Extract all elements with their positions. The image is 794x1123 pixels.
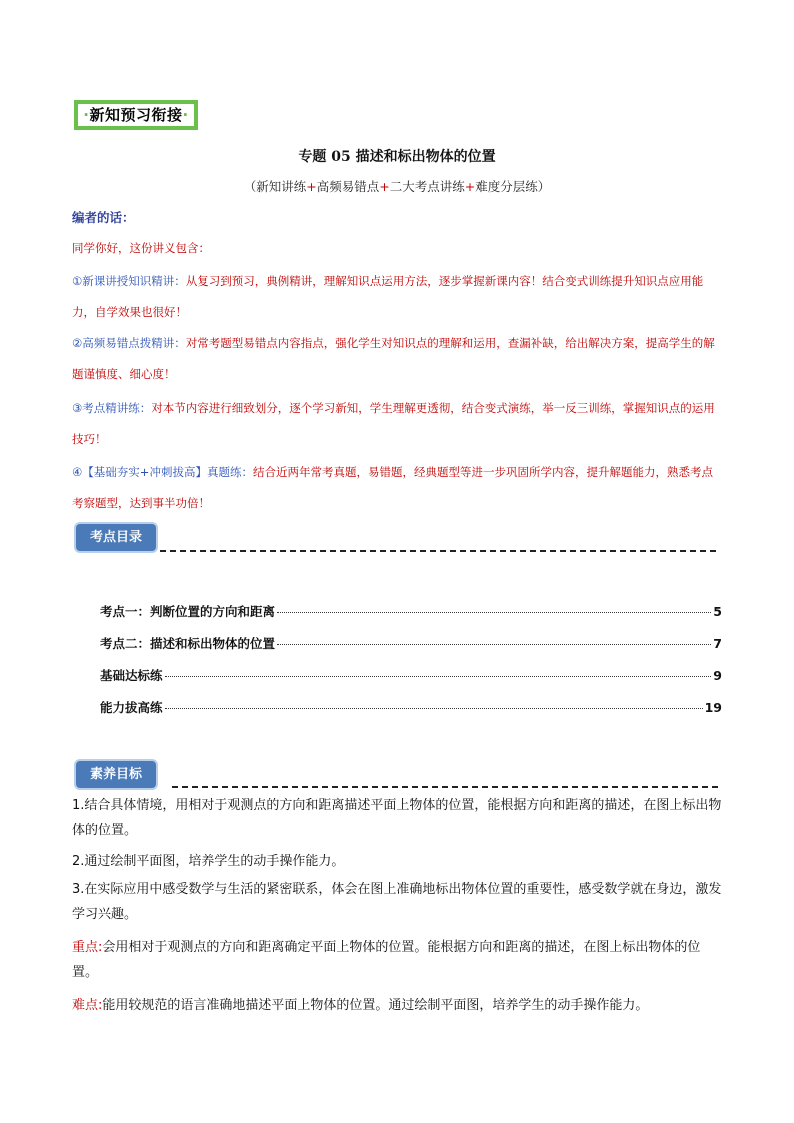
toc-row-page: 5 [713, 604, 722, 619]
toc-row-page: 7 [713, 636, 722, 651]
goal-1: 1.结合具体情境，用相对于观测点的方向和距离描述平面上物体的位置，能根据方向和距离的描述，在图上标出物体的位置。 [72, 798, 722, 838]
toc-row[interactable] [100, 698, 722, 716]
key-point-label: 重点: [72, 940, 103, 955]
editor-item-text: 结合近两年常考真题，易错题，经典题型等进一步巩固所学内容，提升解题能力，熟悉考点考察题型，达到事半功倍！ [72, 465, 713, 510]
toc-leader [165, 708, 703, 709]
goals-tag: 素养目标 [76, 761, 156, 788]
editor-item-1 [72, 266, 722, 328]
toc-row[interactable] [100, 666, 722, 684]
editor-item-2 [72, 328, 722, 390]
toc-divider [160, 550, 716, 552]
page-title: 专题 05 描述和标出物体的位置 [298, 149, 496, 165]
difficult-point-text: 能用较规范的语言准确地描述平面上物体的位置。通过绘制平面图，培养学生的动手操作能力。 [102, 998, 649, 1013]
editor-label: 编者的话： [72, 210, 135, 225]
banner-text: 新知预习衔接 [89, 106, 183, 124]
goals-divider [172, 786, 718, 788]
subtitle-plus: + [306, 179, 317, 194]
subtitle-part-1: 新知讲练 [256, 179, 307, 194]
editor-item-lead: ①新课讲授知识精讲： [72, 274, 186, 288]
toc-leader [277, 644, 711, 645]
goal-3: 3.在实际应用中感受数学与生活的紧密联系，体会在图上准确地标出物体位置的重要性，感受数学就在身边，激发学习兴趣。 [72, 882, 722, 922]
subtitle-part-2: 高频易错点 [316, 179, 380, 194]
editor-item-text: 对常考题型易错点内容指点，强化学生对知识点的理解和运用，查漏补缺，给出解决方案，提高学生的解题谨慎度、细心度！ [72, 336, 715, 381]
toc-row[interactable] [100, 634, 722, 652]
subtitle-plus: + [464, 179, 476, 194]
editor-item-4 [72, 457, 722, 519]
toc-row-page: 9 [713, 668, 722, 683]
toc-row-label: 考点二：描述和标出物体的位置 [100, 636, 276, 651]
difficult-point-label: 难点: [72, 998, 103, 1013]
toc-row-label: 基础达标练 [100, 668, 163, 683]
banner-dot-right: · [182, 106, 189, 124]
editor-greeting: 同学你好，这份讲义包含： [72, 241, 210, 255]
subtitle-plus: + [379, 179, 390, 194]
key-point-text: 会用相对于观测点的方向和距离确定平面上物体的位置。能根据方向和距离的描述，在图上标出物体的位置。 [72, 940, 701, 980]
subtitle-close: ） [537, 179, 551, 194]
subtitle-part-3: 二大考点讲练 [389, 179, 465, 194]
editor-item-text: 从复习到预习，典例精讲，理解知识点运用方法，逐步掌握新课内容！结合变式训练提升知识点应用能力，自学效果也很好！ [72, 274, 704, 319]
toc-row-page: 19 [704, 700, 722, 715]
subtitle-open: （ [243, 179, 257, 194]
toc-leader [277, 612, 711, 613]
banner-label [78, 104, 194, 126]
page-subtitle [0, 177, 794, 195]
banner-dot-left: · [83, 106, 90, 124]
editor-item-lead: ③考点精讲练： [72, 401, 152, 415]
subtitle-part-4: 难度分层练 [475, 179, 538, 194]
editor-item-lead: ④【基础夯实+冲刺拔高】真题练： [72, 465, 253, 479]
editor-item-lead: ②高频易错点拨精讲： [72, 336, 186, 350]
toc-tag: 考点目录 [76, 524, 156, 551]
editor-item-text: 对本节内容进行细致划分，逐个学习新知，学生理解更透彻，结合变式演练，举一反三训练，掌握知识点的运用技巧！ [72, 401, 715, 446]
key-point [72, 935, 726, 985]
toc-leader [165, 676, 712, 677]
difficult-point [72, 993, 726, 1018]
editor-item-3 [72, 393, 722, 455]
goal-2: 2.通过绘制平面图，培养学生的动手操作能力。 [72, 854, 345, 869]
toc-row-label: 能力拔高练 [100, 700, 163, 715]
section-banner [74, 100, 198, 130]
toc-row-label: 考点一：判断位置的方向和距离 [100, 604, 276, 619]
toc-row[interactable] [100, 602, 722, 620]
